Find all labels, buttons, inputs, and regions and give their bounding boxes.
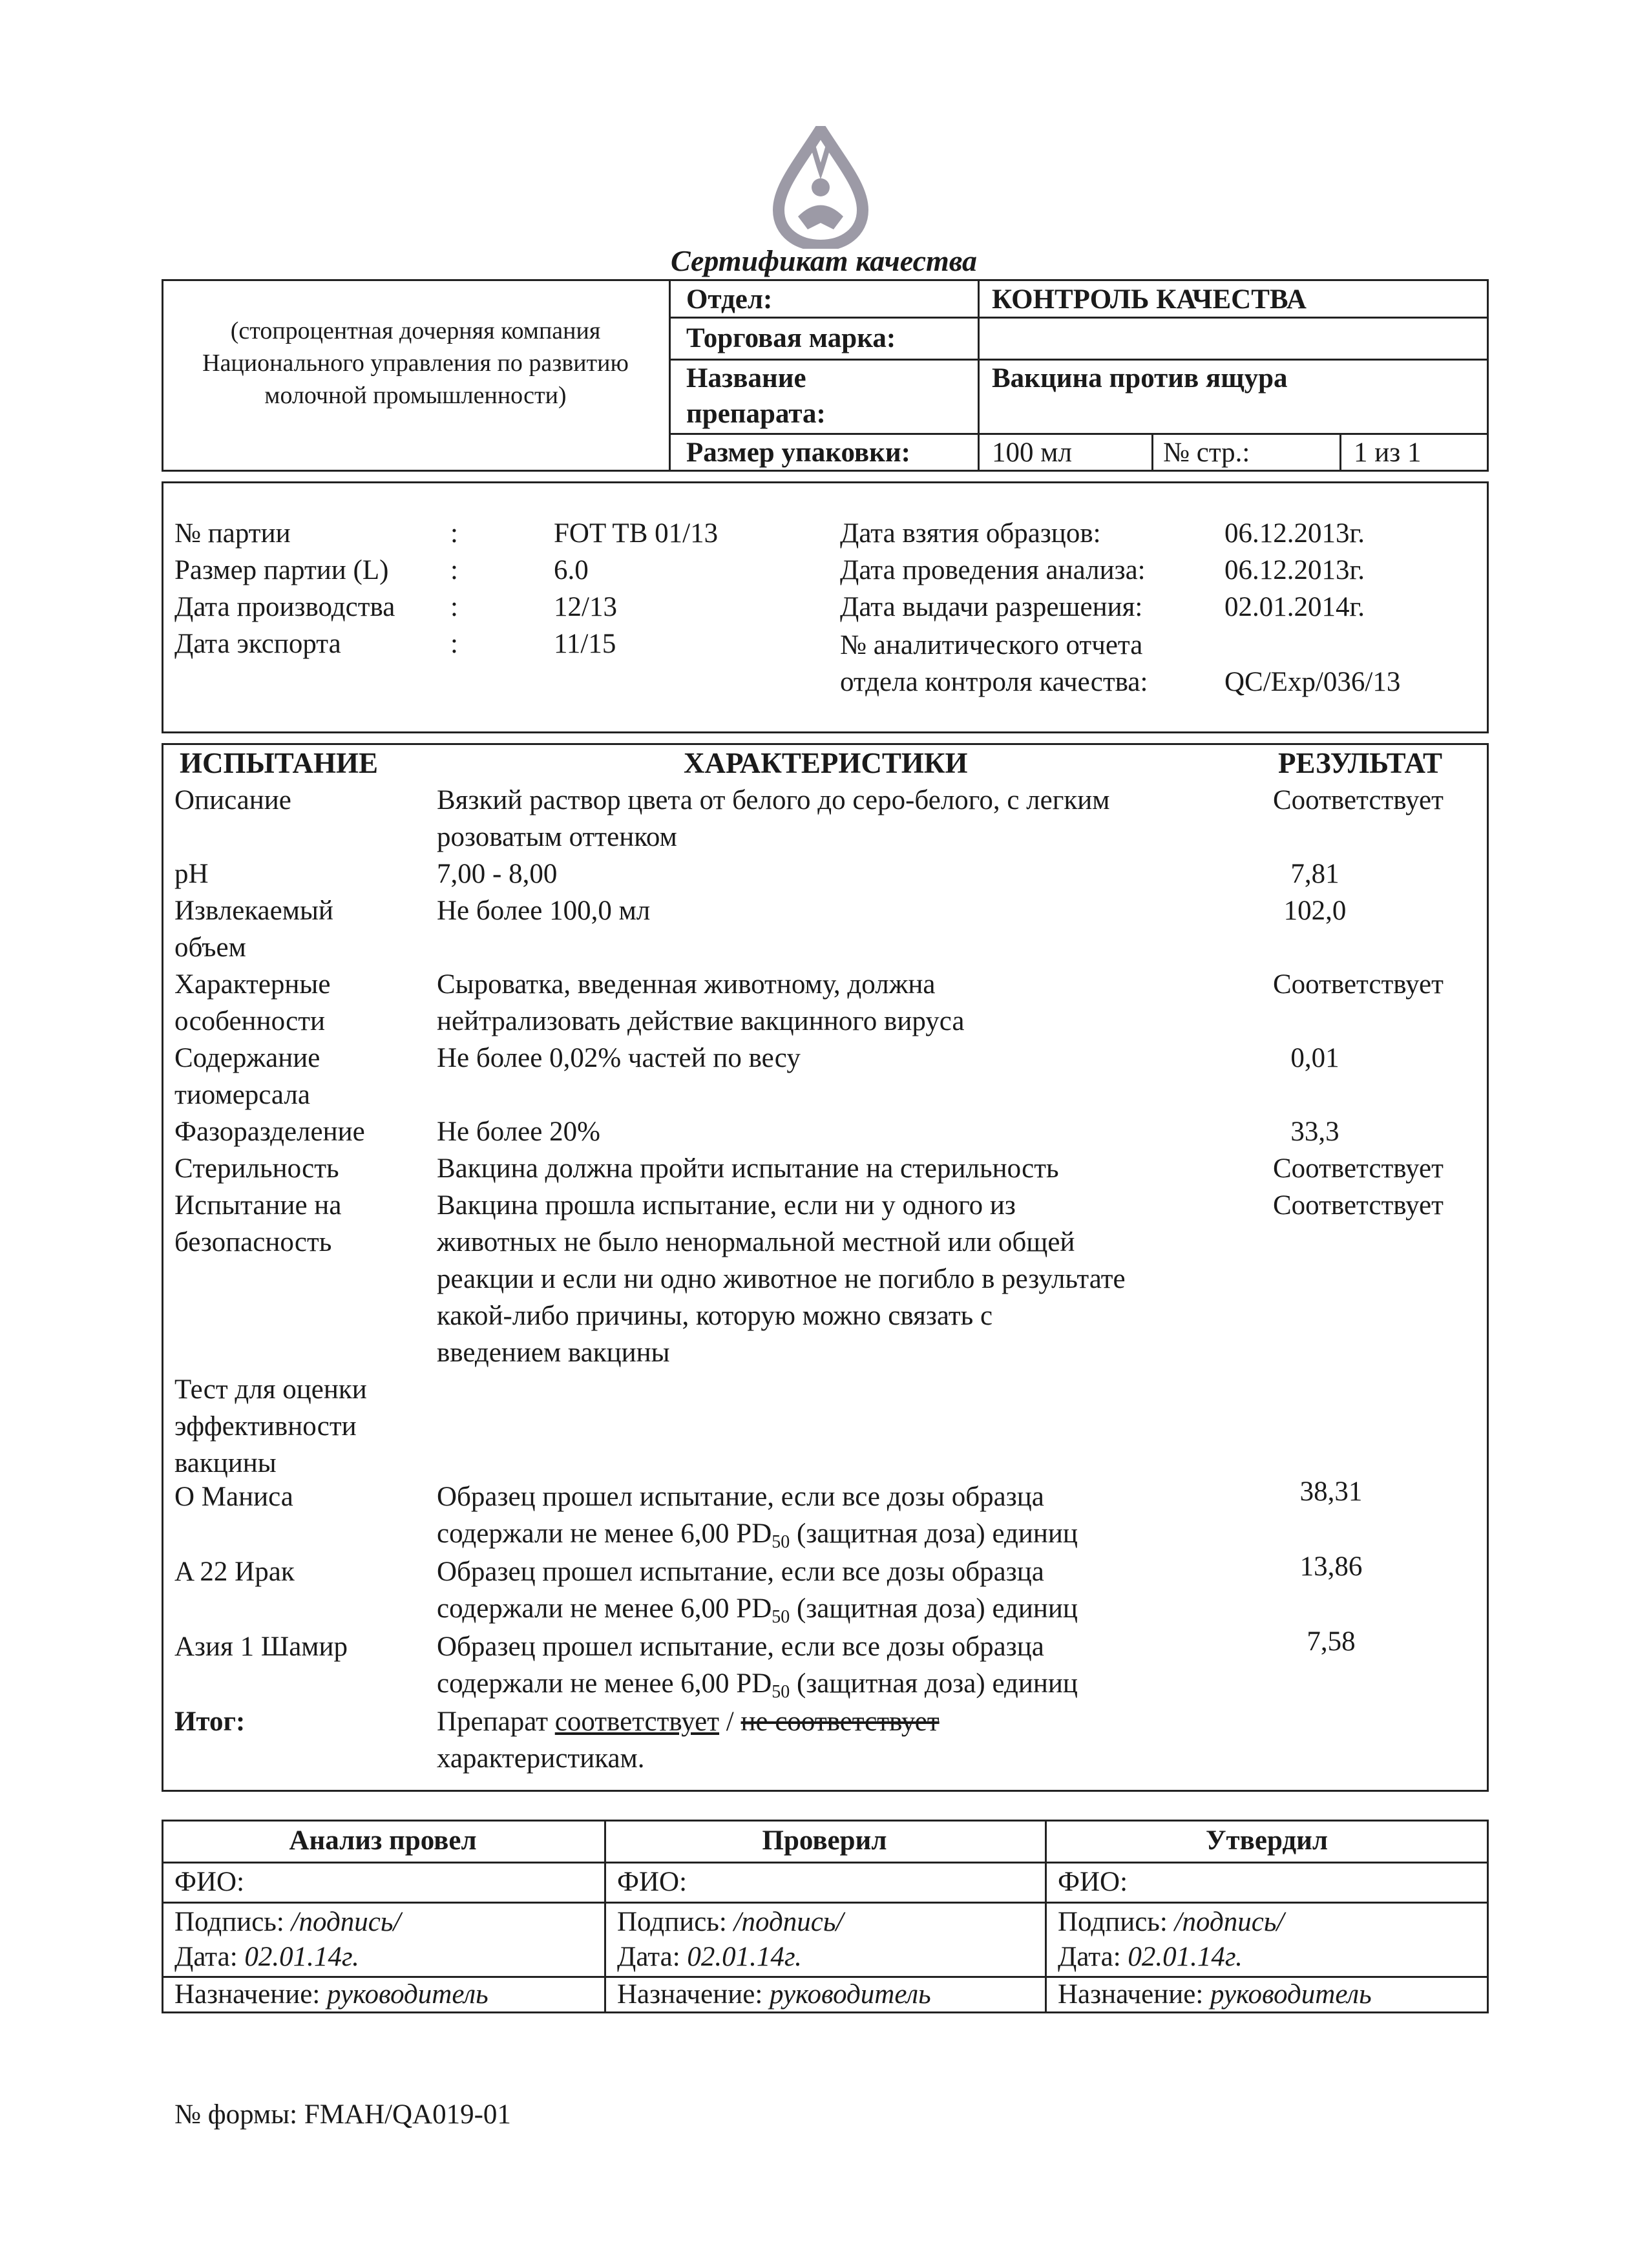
batch-date-label: Дата взятия образцов: (840, 518, 1101, 549)
brand-label: Торговая марка: (686, 323, 896, 353)
efficacy-spec-line-2 (437, 1665, 1078, 1703)
efficacy-result: 7,58 (1307, 1626, 1356, 1657)
total-slash: / (719, 1706, 741, 1737)
test-spec: Не более 20% (437, 1117, 600, 1147)
test-name: тиомерсала (174, 1080, 310, 1110)
signature-header: Утвердил (1206, 1825, 1328, 1856)
document-title: Сертификат качества (670, 244, 978, 277)
signature-header: Проверил (762, 1825, 887, 1856)
signature-date-label: Дата: (617, 1942, 688, 1972)
pack-size-value: 100 мл (992, 437, 1072, 468)
test-result: Соответствует (1273, 1190, 1444, 1221)
signature-role-value: руководитель (327, 1979, 488, 2010)
drug-name-label-1: Название (686, 363, 806, 394)
drug-name-label-2: препарата: (686, 399, 826, 429)
efficacy-strain: Азия 1 Шамир (174, 1632, 348, 1662)
signature-date (174, 1938, 359, 1976)
efficacy-title: Тест для оценки (174, 1374, 367, 1405)
test-name: Описание (174, 785, 291, 815)
test-spec: розоватым оттенком (437, 822, 677, 852)
batch-value: FOT TB 01/13 (554, 518, 719, 549)
col-test-header: ИСПЫТАНИЕ (180, 747, 378, 779)
efficacy-title: эффективности (174, 1411, 357, 1442)
efficacy-spec-text: содержали не менее 6,00 PD (437, 1518, 772, 1549)
test-name: объем (174, 932, 246, 963)
signature-fio: ФИО: (617, 1867, 688, 1897)
batch-label: Дата экспорта (174, 629, 341, 659)
signature-header: Анализ провел (289, 1825, 477, 1856)
signature-date-value: 02.01.14г. (244, 1942, 359, 1972)
batch-label: № партии (174, 518, 291, 549)
signature-date-value: 02.01.14г. (1128, 1942, 1243, 1972)
test-spec: введением вакцины (437, 1338, 670, 1368)
batch-value: 6.0 (554, 555, 589, 585)
batch-value: 12/13 (554, 592, 617, 622)
test-result: 0,01 (1290, 1043, 1339, 1073)
test-spec: Не более 100,0 мл (437, 896, 651, 926)
efficacy-spec-text: содержали не менее 6,00 PD (437, 1668, 772, 1699)
signature-date-label: Дата: (1058, 1942, 1128, 1972)
test-result: Соответствует (1273, 969, 1444, 1000)
col-result-header: РЕЗУЛЬТАТ (1278, 747, 1443, 779)
test-result: Соответствует (1273, 785, 1444, 815)
batch-date-value: 02.01.2014г. (1224, 592, 1365, 622)
test-name: особенности (174, 1006, 326, 1036)
total-text: Препарат (437, 1706, 555, 1737)
drug-name-value: Вакцина против ящура (992, 363, 1288, 394)
test-spec: животных не было ненормальной местной или общей (437, 1227, 1075, 1257)
batch-value: 11/15 (554, 629, 616, 659)
batch-label: Размер партии (L) (174, 555, 389, 585)
dept-value: КОНТРОЛЬ КАЧЕСТВА (992, 284, 1307, 315)
company-line-3: молочной промышленности) (264, 382, 567, 409)
signature-sign-label: Подпись: (617, 1907, 734, 1937)
pack-size-label: Размер упаковки: (686, 437, 910, 468)
efficacy-spec-line-2 (437, 1590, 1078, 1628)
signature-role-label: Назначение: (174, 1979, 328, 2010)
total-label: Итог: (174, 1706, 246, 1737)
test-result: Соответствует (1273, 1153, 1444, 1184)
report-value: QC/Exp/036/13 (1224, 667, 1401, 697)
test-name: pH (174, 859, 209, 889)
report-label-2: отдела контроля качества: (840, 667, 1148, 697)
total-conforms: соответствует (554, 1706, 720, 1737)
test-spec: реакции и если ни одно животное не погибло в результате (437, 1264, 1126, 1294)
signature-role-label: Назначение: (1058, 1979, 1211, 2010)
total-not-conforms: не соответствует (740, 1706, 940, 1737)
signature-role (1058, 1976, 1372, 2013)
signature-sign-value: /подпись/ (733, 1907, 844, 1937)
efficacy-spec-line-2 (437, 1515, 1078, 1553)
efficacy-spec: Образец прошел испытание, если все дозы образца (437, 1482, 1044, 1512)
test-spec: Сыроватка, введенная животному, должна (437, 969, 936, 1000)
signature-date-label: Дата: (174, 1942, 245, 1972)
test-result: 102,0 (1283, 896, 1347, 926)
efficacy-spec-text: содержали не менее 6,00 PD (437, 1593, 772, 1624)
batch-label: Дата производства (174, 592, 395, 622)
batch-colon: : (450, 592, 458, 622)
test-spec: Не более 0,02% частей по весу (437, 1043, 801, 1073)
test-result: 33,3 (1290, 1117, 1339, 1147)
signature-sign (174, 1904, 401, 1941)
signature-role-value: руководитель (770, 1979, 931, 2010)
test-result: 7,81 (1290, 859, 1339, 889)
test-name: Стерильность (174, 1153, 339, 1184)
test-name: безопасность (174, 1227, 332, 1257)
col-spec-header: ХАРАКТЕРИСТИКИ (684, 747, 968, 779)
company-line-2: Национального управления по развитию (202, 350, 629, 377)
signature-sign-value: /подпись/ (291, 1907, 401, 1937)
report-label-1: № аналитического отчета (840, 630, 1143, 660)
batch-date-value: 06.12.2013г. (1224, 555, 1365, 585)
page-label: № стр.: (1163, 437, 1250, 468)
total-line-1 (437, 1703, 940, 1741)
test-name: Характерные (174, 969, 331, 1000)
signature-date (1058, 1938, 1243, 1976)
test-name: Извлекаемый (174, 896, 333, 926)
test-spec: Вакцина прошла испытание, если ни у одного из (437, 1190, 1016, 1221)
page-value: 1 из 1 (1354, 437, 1422, 468)
pd-subscript: 50 (772, 1682, 790, 1702)
pd-subscript: 50 (772, 1532, 790, 1552)
batch-colon: : (450, 518, 458, 549)
efficacy-spec: Образец прошел испытание, если все дозы образца (437, 1632, 1044, 1662)
efficacy-result: 38,31 (1299, 1476, 1363, 1507)
total-line-2: характеристикам. (437, 1743, 645, 1774)
test-spec: Вязкий раствор цвета от белого до серо-белого, с легким (437, 785, 1110, 815)
efficacy-result: 13,86 (1299, 1551, 1363, 1582)
test-name: Содержание (174, 1043, 320, 1073)
signature-sign-value: /подпись/ (1174, 1907, 1285, 1937)
signature-date (617, 1938, 802, 1976)
signature-fio: ФИО: (1058, 1867, 1128, 1897)
form-number: № формы: FMAH/QA019-01 (174, 2099, 511, 2130)
efficacy-spec-text: (защитная доза) единиц (790, 1593, 1078, 1624)
test-spec: Вакцина должна пройти испытание на стерильность (437, 1153, 1059, 1184)
signature-date-value: 02.01.14г. (687, 1942, 802, 1972)
signature-role-label: Назначение: (617, 1979, 770, 2010)
signature-sign (617, 1904, 843, 1941)
batch-date-label: Дата проведения анализа: (840, 555, 1146, 585)
signature-sign (1058, 1904, 1284, 1941)
efficacy-strain: A 22 Ирак (174, 1557, 295, 1587)
signature-role-value: руководитель (1210, 1979, 1372, 2010)
signature-fio: ФИО: (174, 1867, 245, 1897)
signature-role (174, 1976, 488, 2013)
drop-person-logo (772, 126, 869, 249)
signature-sign-label: Подпись: (174, 1907, 291, 1937)
batch-colon: : (450, 629, 458, 659)
test-name: Испытание на (174, 1190, 342, 1221)
efficacy-strain: O Маниса (174, 1482, 293, 1512)
efficacy-spec-text: (защитная доза) единиц (790, 1518, 1078, 1549)
batch-date-label: Дата выдачи разрешения: (840, 592, 1143, 622)
test-spec: какой-либо причины, которую можно связать с (437, 1301, 993, 1331)
test-spec: нейтрализовать действие вакцинного вируса (437, 1006, 965, 1036)
dept-label: Отдел: (686, 284, 773, 315)
efficacy-spec: Образец прошел испытание, если все дозы образца (437, 1557, 1044, 1587)
company-line-1: (стопроцентная дочерняя компания (230, 317, 601, 344)
test-spec: 7,00 - 8,00 (437, 859, 558, 889)
efficacy-spec-text: (защитная доза) единиц (790, 1668, 1078, 1699)
signature-sign-label: Подпись: (1058, 1907, 1175, 1937)
signature-role (617, 1976, 931, 2013)
batch-date-value: 06.12.2013г. (1224, 518, 1365, 549)
test-name: Фазоразделение (174, 1117, 365, 1147)
efficacy-title: вакцины (174, 1448, 277, 1478)
batch-colon: : (450, 555, 458, 585)
pd-subscript: 50 (772, 1607, 790, 1627)
